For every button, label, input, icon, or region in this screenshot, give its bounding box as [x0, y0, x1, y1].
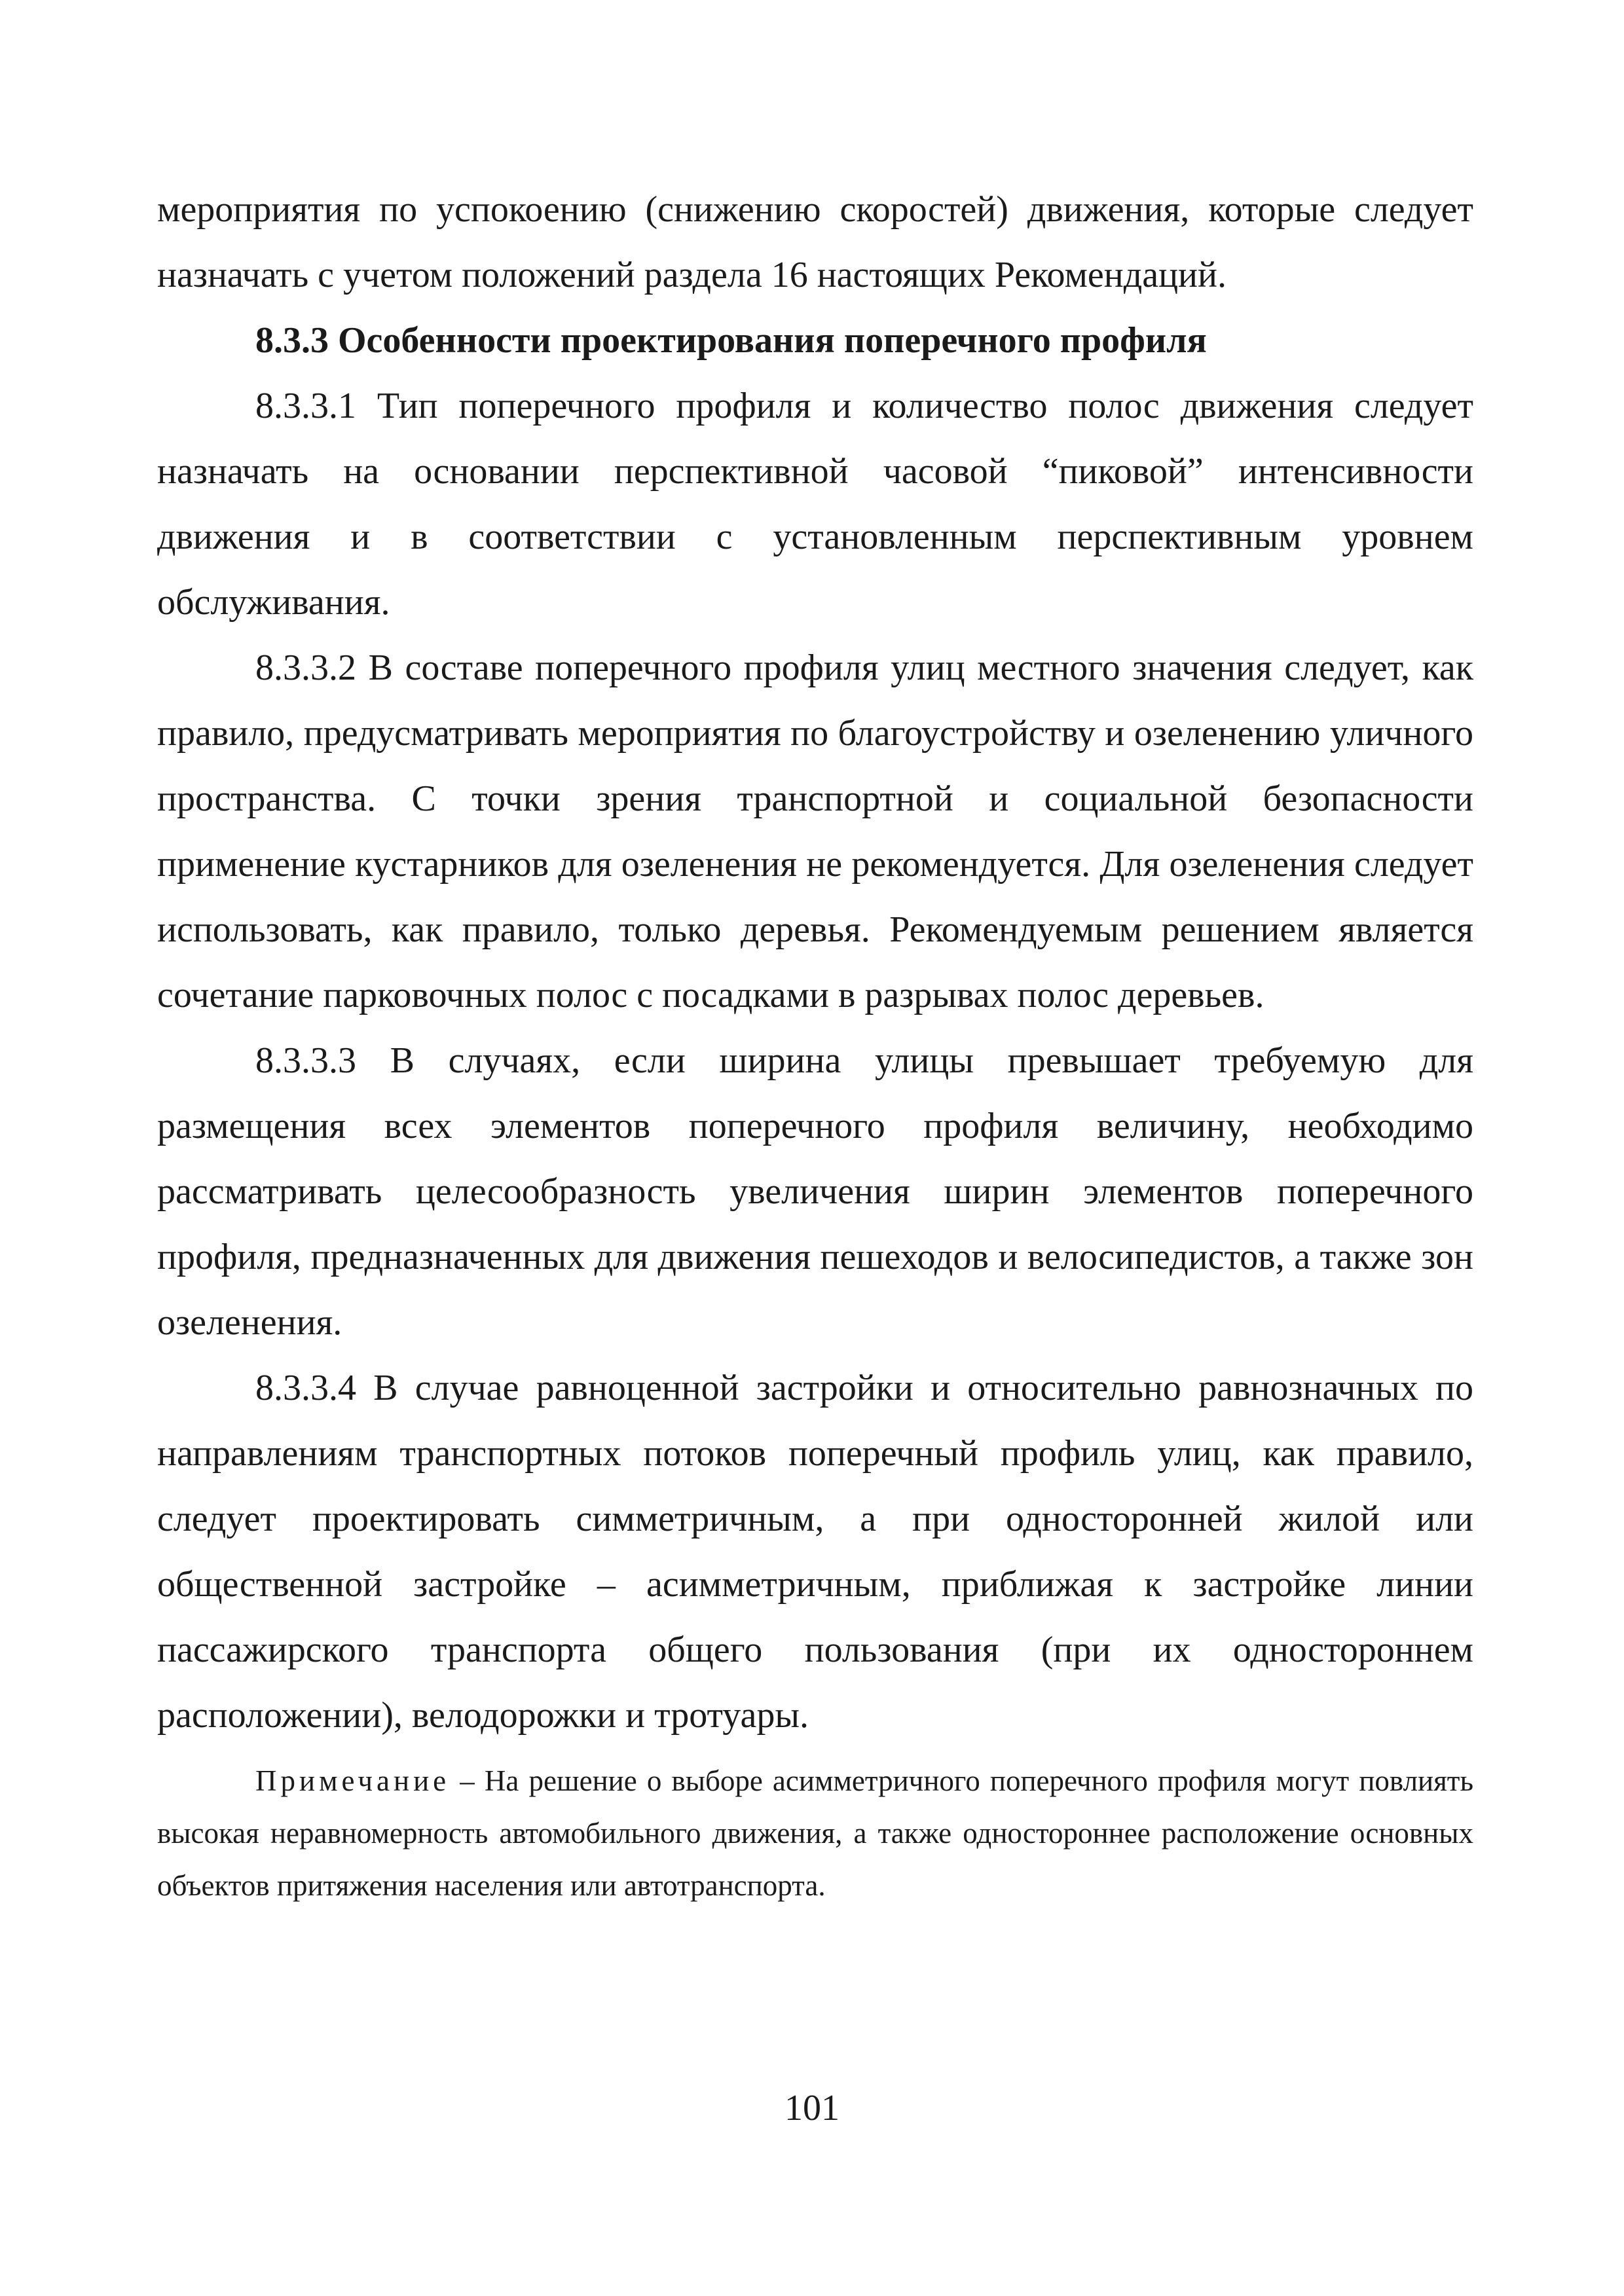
document-page: [157, 177, 1473, 1912]
paragraph-8-3-3-4: 8.3.3.4 В случае равноценной застройки и относительно равнозначных по направлениям транспортных потоков поперечный профиль улиц, как правило, следует проектировать симметричным, а при односторонней жилой или общественной застройке – асимметричным, приближая к застройке линии пассажирского транспорта общего пользования (при их одностороннем расположении), велодорожки и тротуары.: [157, 1368, 1473, 1736]
note-text: – На решение о выборе асимметричного поперечного профиля могут повлиять высокая неравномерность автомобильного движения, а также одностороннее расположение основных объектов притяжения населения или автотранспорта.: [157, 1764, 1473, 1902]
continuation-paragraph: мероприятия по успокоению (снижению скоростей) движения, которые следует назначать с учетом положений раздела 16 настоящих Рекомендаций.: [157, 189, 1473, 295]
note-paragraph: [157, 1755, 1473, 1912]
paragraph-8-3-3-2: 8.3.3.2 В составе поперечного профиля улиц местного значения следует, как правило, предусматривать мероприятия по благоустройству и озеленению уличного пространства. С точки зрения транспортной и социальной безопасности применение кустарников для озеленения не рекомендуется. Для озеленения следует использовать, как правило, только деревья. Рекомендуемым решением является сочетание парковочных полос с посадками в разрывах полос деревьев.: [157, 647, 1473, 1015]
note-label: Примечание: [255, 1764, 451, 1797]
paragraph-8-3-3-1: 8.3.3.1 Тип поперечного профиля и количество полос движения следует назначать на основании перспективной часовой “пиковой” интенсивности движения и в соответствии с установленным перспективным уровнем обслуживания.: [157, 386, 1473, 623]
page-number: 101: [784, 2088, 840, 2128]
section-heading: 8.3.3 Особенности проектирования поперечного профиля: [255, 320, 1207, 361]
paragraph-8-3-3-3: 8.3.3.3 В случаях, если ширина улицы превышает требуемую для размещения всех элементов поперечного профиля величину, необходимо рассматривать целесообразность увеличения ширин элементов поперечного профиля, предназначенных для движения пешеходов и велосипедистов, а также зон озеленения.: [157, 1040, 1473, 1343]
